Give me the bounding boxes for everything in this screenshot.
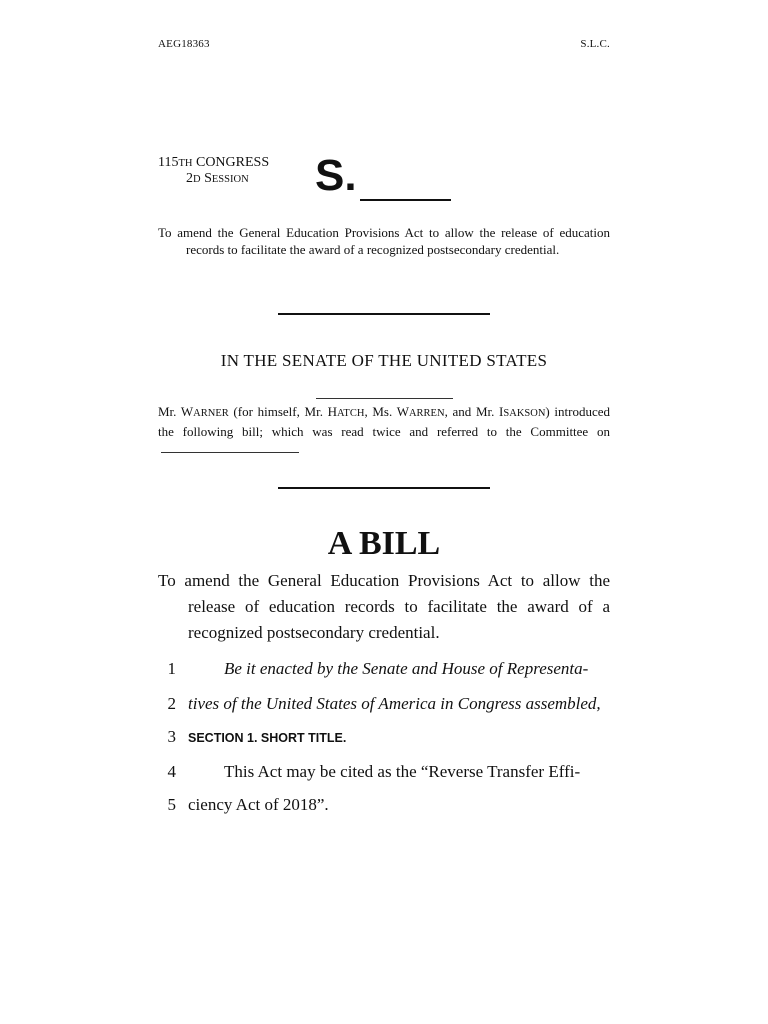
line-number: 4 [167,762,176,781]
line-number: 2 [167,694,176,713]
cosponsor-rest: ARREN [408,408,445,419]
session-rest: ESSION [211,174,249,185]
cosponsor-initial: I [499,404,504,419]
sponsor-text: (for himself, Mr. [228,404,328,419]
document-code: S.L.C. [580,38,610,50]
sponsors-paragraph [158,403,610,458]
cosponsor-initial: W [396,404,409,419]
congress-number-suffix: TH [178,158,193,169]
cosponsor-rest: ATCH [337,408,365,419]
enacting-clause: tives of the United States of America in Congress assembled, [188,694,601,713]
divider-rule [278,487,490,489]
session-label [186,171,249,188]
sponsor-text: , and Mr. [444,404,500,419]
sponsor-rest: ARNER [193,408,229,419]
line-number: 1 [167,659,176,678]
sponsor-text: , Ms. [364,404,397,419]
bill-heading: A BILL [327,525,441,562]
cosponsor-initial: H [327,404,338,419]
session-initial: S [204,171,212,186]
congress-label [158,155,269,172]
chamber-heading: IN THE SENATE OF THE UNITED STATES [220,351,548,370]
session-number: 2 [186,171,193,186]
divider-rule [278,313,490,315]
sponsor-text: ) introduced the following bill; which was read twice and referred to the Committee on [158,404,611,439]
congress-word: CONGRESS [195,155,270,170]
divider-rule-thin [316,398,453,399]
committee-blank [161,440,299,453]
section-heading: SECTION 1. SHORT TITLE. [188,731,347,745]
bill-number-blank [360,199,451,201]
bill-prefix: S. [315,151,357,200]
body-text: This Act may be cited as the “Reverse Transfer Effi- [224,762,581,781]
enacting-clause: Be it enacted by the Senate and House of Representa- [224,659,589,678]
sponsor-title: Mr. [158,404,181,419]
cosponsor-rest: SAKSON [503,408,546,419]
long-purpose: To amend the General Education Provisions Act to allow the release of education records to facilitate the award of a recognized postsecondary credential. [158,571,610,642]
line-number: 5 [167,795,176,814]
sponsor-initial: W [180,404,194,419]
congress-number: 115 [158,155,179,170]
short-purpose: To amend the General Education Provisions Act to allow the release of education records to facilitate the award of a recognized postsecondary credential. [158,225,610,257]
document-id: AEG18363 [158,38,210,50]
line-number: 3 [167,727,176,746]
body-text: ciency Act of 2018”. [188,795,329,814]
session-number-suffix: D [193,174,201,185]
